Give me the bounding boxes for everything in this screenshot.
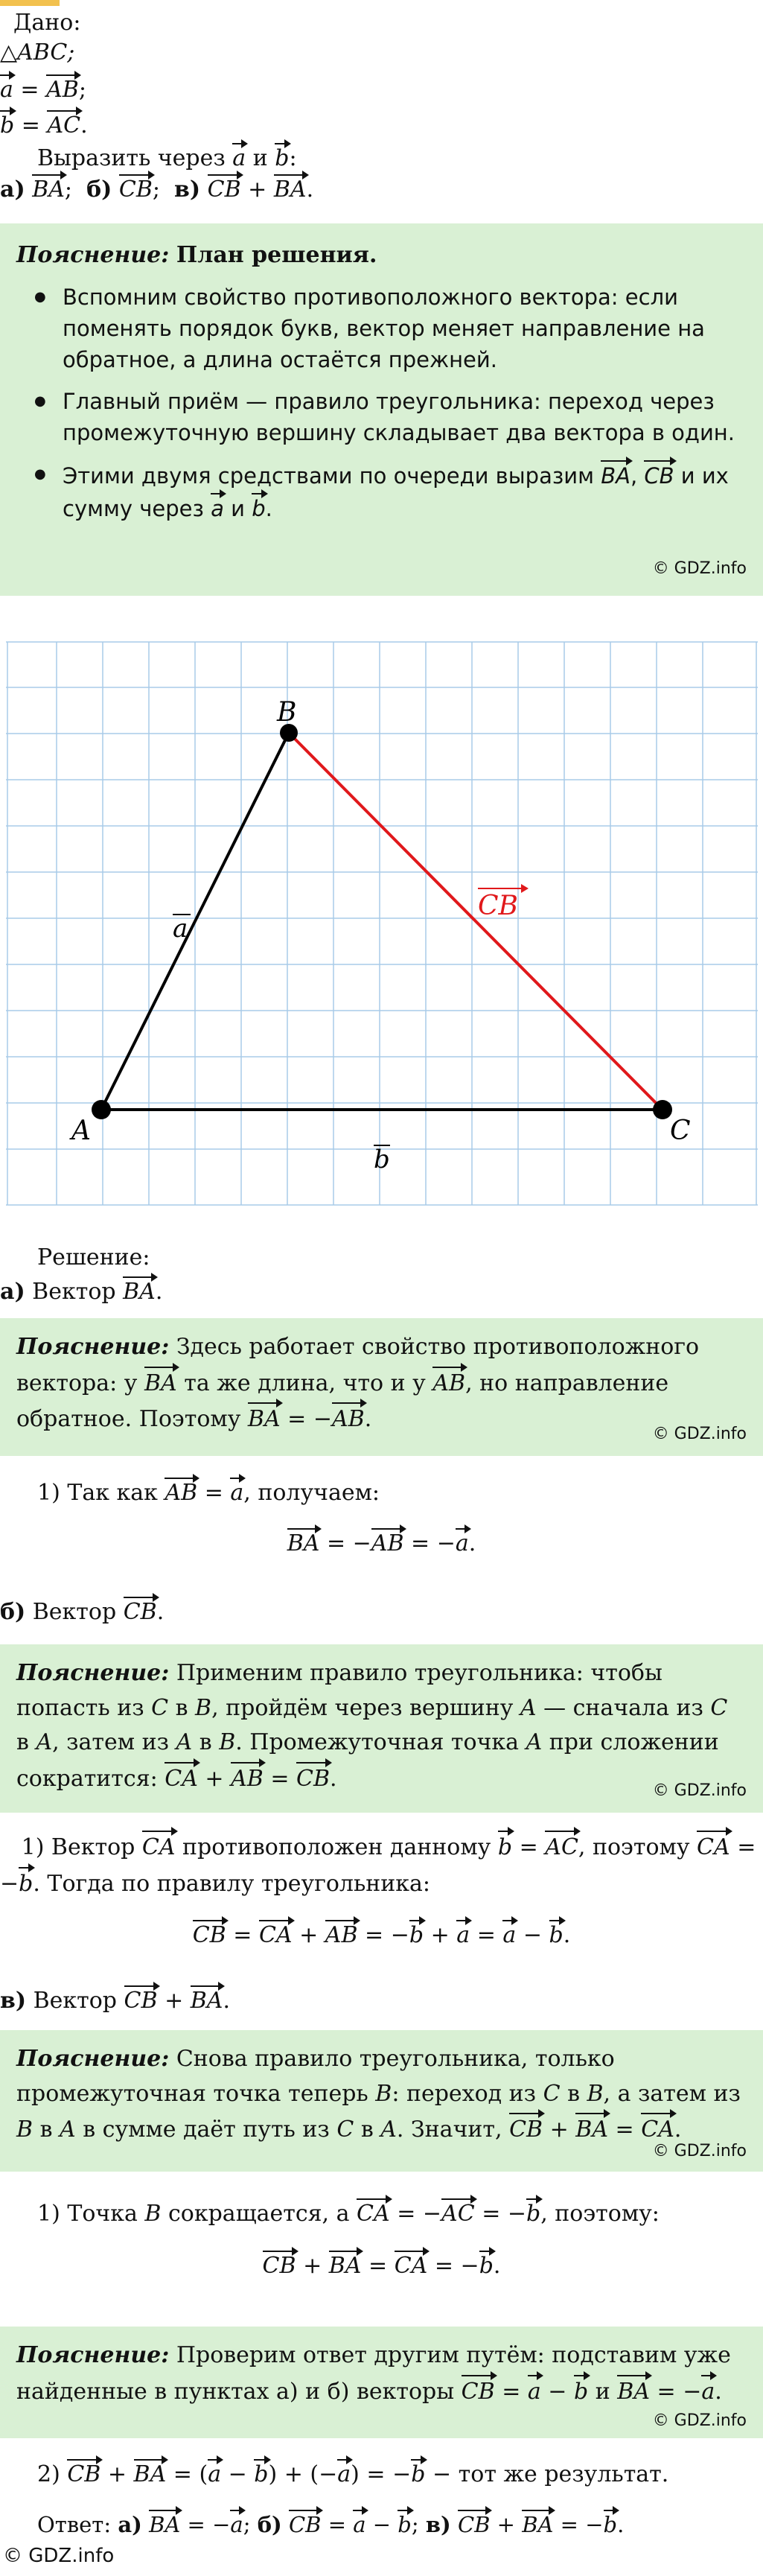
- plan-box: [0, 223, 763, 596]
- given-a: a = AB;: [0, 73, 86, 106]
- top-tab-strip: [0, 0, 60, 6]
- plan-watermark: © GDZ.info: [652, 559, 747, 579]
- hint-2-box: Пояснение: Применим правило треугольника: чтобы попасть из C в B, пройдём через вершину A — сначала из C в A, затем из A в B. Промежуточная точка A при сложении сократится: CA + AB = CB. © GDZ.info: [0, 1644, 763, 1813]
- plan-bullet-3: ● Этими двумя средствами по очереди выразим BA, CB и их сумму через a и b.: [16, 459, 747, 524]
- label-vec-cb: CB: [478, 891, 518, 921]
- formula-b: CB = CA + AB = −b + a = a − b.: [0, 1918, 763, 1951]
- plan-heading: Пояснение: План решения.: [16, 242, 377, 268]
- formula-c: CB + BA = CA = −b.: [0, 2249, 763, 2282]
- formula-a: BA = −AB = −a.: [0, 1527, 763, 1559]
- hint-1-watermark: © GDZ.info: [652, 1424, 747, 1443]
- part-b-heading: б) Вектор CB.: [0, 1595, 164, 1628]
- solution-title: Решение:: [37, 1244, 150, 1270]
- final-answer: Ответ: а) BA = −a; б) CB = a − b; в) CB + BA = −b.: [37, 2508, 624, 2540]
- step-a-1: 1) Так как AB = a, получаем:: [37, 1476, 380, 1509]
- given-b: b = AC.: [0, 109, 88, 141]
- hint-4-watermark: © GDZ.info: [652, 2411, 747, 2430]
- given-task: Выразить через a и b:: [37, 141, 297, 174]
- grid: [6, 642, 758, 1205]
- label-a: A: [71, 1116, 91, 1146]
- hint-3-watermark: © GDZ.info: [652, 2141, 747, 2160]
- label-vec-b: b: [374, 1145, 390, 1174]
- footer-brand: © GDZ.info: [3, 2545, 115, 2567]
- step-c-1: 1) Точка B сокращается, а CA = −AC = −b, поэтому:: [37, 2197, 660, 2230]
- given-title: Дано:: [13, 10, 81, 36]
- side-cb: [289, 733, 663, 1110]
- plan-bullets: [16, 282, 747, 524]
- triangle-figure: [0, 639, 763, 1212]
- part-a-heading: а) Вектор BA.: [0, 1275, 162, 1308]
- label-vec-a: a: [173, 914, 188, 944]
- hint-4-box: Пояснение: Проверим ответ другим путём: подставим уже найденные в пунктах а) и б) векторы CB = a − b и BA = −a. © GDZ.info: [0, 2327, 763, 2438]
- label-c: C: [670, 1116, 691, 1146]
- plan-bullet-1: ● Вспомним свойство противоположного вектора: если поменять порядок букв, вектор меняет направление на обратное, а длина остаётся прежней.: [16, 282, 747, 375]
- plan-bullet-2: ● Главный приём — правило треугольника: переход через промежуточную вершину складывает два вектора в один.: [16, 386, 747, 448]
- hint-1-box: Пояснение: Здесь работает свойство противоположного вектора: у BA та же длина, что и у AB, но направление обратное. Поэтому BA = −AB. © GDZ.info: [0, 1318, 763, 1456]
- hint-2-watermark: © GDZ.info: [652, 1781, 747, 1800]
- step-c-2: 2) CB + BA = (a − b) + (−a) = −b − тот же результат.: [37, 2458, 668, 2490]
- hint-3-box: Пояснение: Снова правило треугольника, только промежуточная точка теперь B: переход из C в B, а затем из B в A в сумме даёт путь из C в A. Значит, CB + BA = CA. © GDZ.info: [0, 2030, 763, 2172]
- vertex-a: [92, 1100, 111, 1119]
- given-triangle: △ABC;: [0, 39, 75, 66]
- step-b-1: 1) Вектор CA противоположен данному b = AC, поэтому CA = −b. Тогда по правилу треугольника:: [0, 1829, 763, 1901]
- given-items: а) BA; б) CB; в) CB + BA.: [0, 173, 313, 206]
- part-c-heading: в) Вектор CB + BA.: [0, 1984, 230, 2017]
- label-b: B: [277, 697, 297, 728]
